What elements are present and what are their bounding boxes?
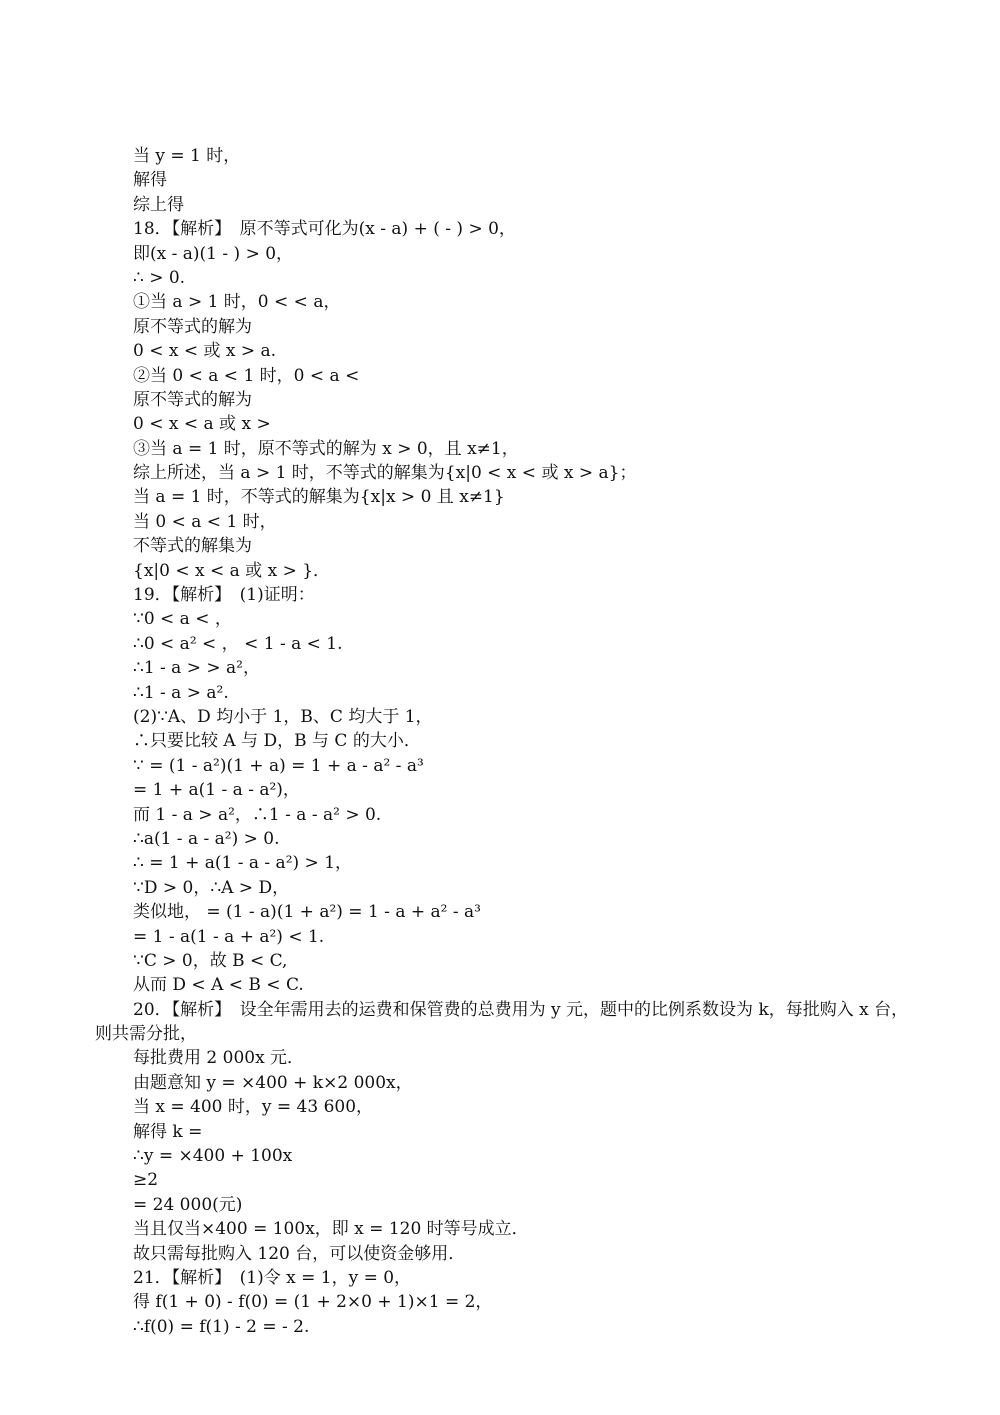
- text-line: 原不等式的解为: [133, 389, 252, 410]
- text-line: ∴ = 1 + a(1 - a - a²) > 1，: [133, 853, 353, 874]
- text-line: ③当 a = 1 时，原不等式的解为 x > 0，且 x≠1，: [133, 438, 519, 459]
- text-line: 综上得: [133, 194, 184, 215]
- text-line: 0 < x < a 或 x >: [133, 414, 271, 435]
- text-line: = 1 + a(1 - a - a²)，: [133, 780, 300, 801]
- text-line: 当 y = 1 时，: [133, 146, 241, 166]
- text-line: 当 x = 400 时，y = 43 600，: [133, 1097, 374, 1118]
- text-line: 得 f(1 + 0) - f(0) = (1 + 2×0 + 1)×1 = 2，: [133, 1292, 493, 1313]
- text-line: 类似地， = (1 - a)(1 + a²) = 1 - a + a² - a³: [133, 902, 481, 923]
- text-line: ∵D > 0，∴A > D，: [133, 877, 290, 898]
- text-line: 19．【解析】 (1)证明：: [133, 585, 315, 606]
- text-line: ∴y = ×400 + 100x: [133, 1146, 293, 1167]
- text-line: 每批费用 2 000x 元．: [133, 1048, 305, 1069]
- text-line: ≥2: [133, 1170, 159, 1191]
- text-line: 即(x - a)(1 - ) > 0，: [133, 243, 294, 264]
- text-line: 原不等式的解为: [133, 316, 252, 337]
- text-line: ∴1 - a > > a²，: [133, 658, 260, 679]
- text-line: 故只需每批购入 120 台，可以使资金够用．: [133, 1243, 466, 1264]
- text-line: 21．【解析】 (1)令 x = 1，y = 0，: [133, 1267, 412, 1288]
- text-line: ②当 0 < a < 1 时，0 < a <: [133, 365, 360, 386]
- text-line: 0 < x < 或 x > a.: [133, 341, 277, 362]
- text-line: 18．【解析】 原不等式可化为(x - a) + ( - ) > 0，: [133, 219, 516, 240]
- text-line: ①当 a > 1 时，0 < < a，: [133, 292, 341, 313]
- text-line: ∴1 - a > a².: [133, 682, 229, 703]
- text-line: {x|0 < x < a 或 x > }．: [133, 560, 331, 581]
- text-line: 综上所述，当 a > 1 时，不等式的解集为{x|0 < x < 或 x > a}；: [133, 463, 637, 484]
- text-line: ∵ = (1 - a²)(1 + a) = 1 + a - a² - a³: [133, 755, 424, 776]
- text-line: 解得: [133, 170, 167, 191]
- text-line: 解得 k =: [133, 1121, 203, 1142]
- text-line: 当 0 < a < 1 时，: [133, 511, 277, 532]
- solution-text: [95, 144, 953, 1339]
- text-line: ∵0 < a < ，: [133, 609, 232, 630]
- text-line: = 1 - a(1 - a + a²) < 1.: [133, 926, 325, 947]
- text-line: ∴只要比较 A 与 D，B 与 C 的大小．: [133, 731, 421, 752]
- text-line: 20．【解析】 设全年需用去的运费和保管费的总费用为 y 元，题中的比例系数设为 k，每批购入 x 台，: [133, 999, 909, 1020]
- text-line: = 24 000(元): [133, 1194, 243, 1215]
- text-line: 而 1 - a > a²，∴1 - a - a² > 0.: [133, 804, 382, 825]
- text-line: ∴a(1 - a - a²) > 0.: [133, 828, 280, 849]
- text-line: ∴f(0) = f(1) - 2 = - 2.: [133, 1316, 310, 1337]
- text-line: ∴ > 0.: [133, 267, 186, 288]
- text-line: (2)∵A、D 均小于 1，B、C 均大于 1，: [133, 706, 433, 727]
- text-line: 由题意知 y = ×400 + k×2 000x，: [133, 1072, 413, 1093]
- text-line: 当 a = 1 时，不等式的解集为{x|x > 0 且 x≠1}: [133, 487, 505, 508]
- text-line: 当且仅当×400 = 100x，即 x = 120 时等号成立．: [133, 1219, 529, 1240]
- text-line: 从而 D < A < B < C.: [133, 975, 304, 996]
- text-line: ∵C > 0，故 B < C,: [133, 950, 288, 971]
- text-line: ∴0 < a² < ， < 1 - a < 1.: [133, 633, 343, 654]
- text-line: 则共需分批，: [95, 1024, 197, 1045]
- text-line: 不等式的解集为: [133, 536, 252, 557]
